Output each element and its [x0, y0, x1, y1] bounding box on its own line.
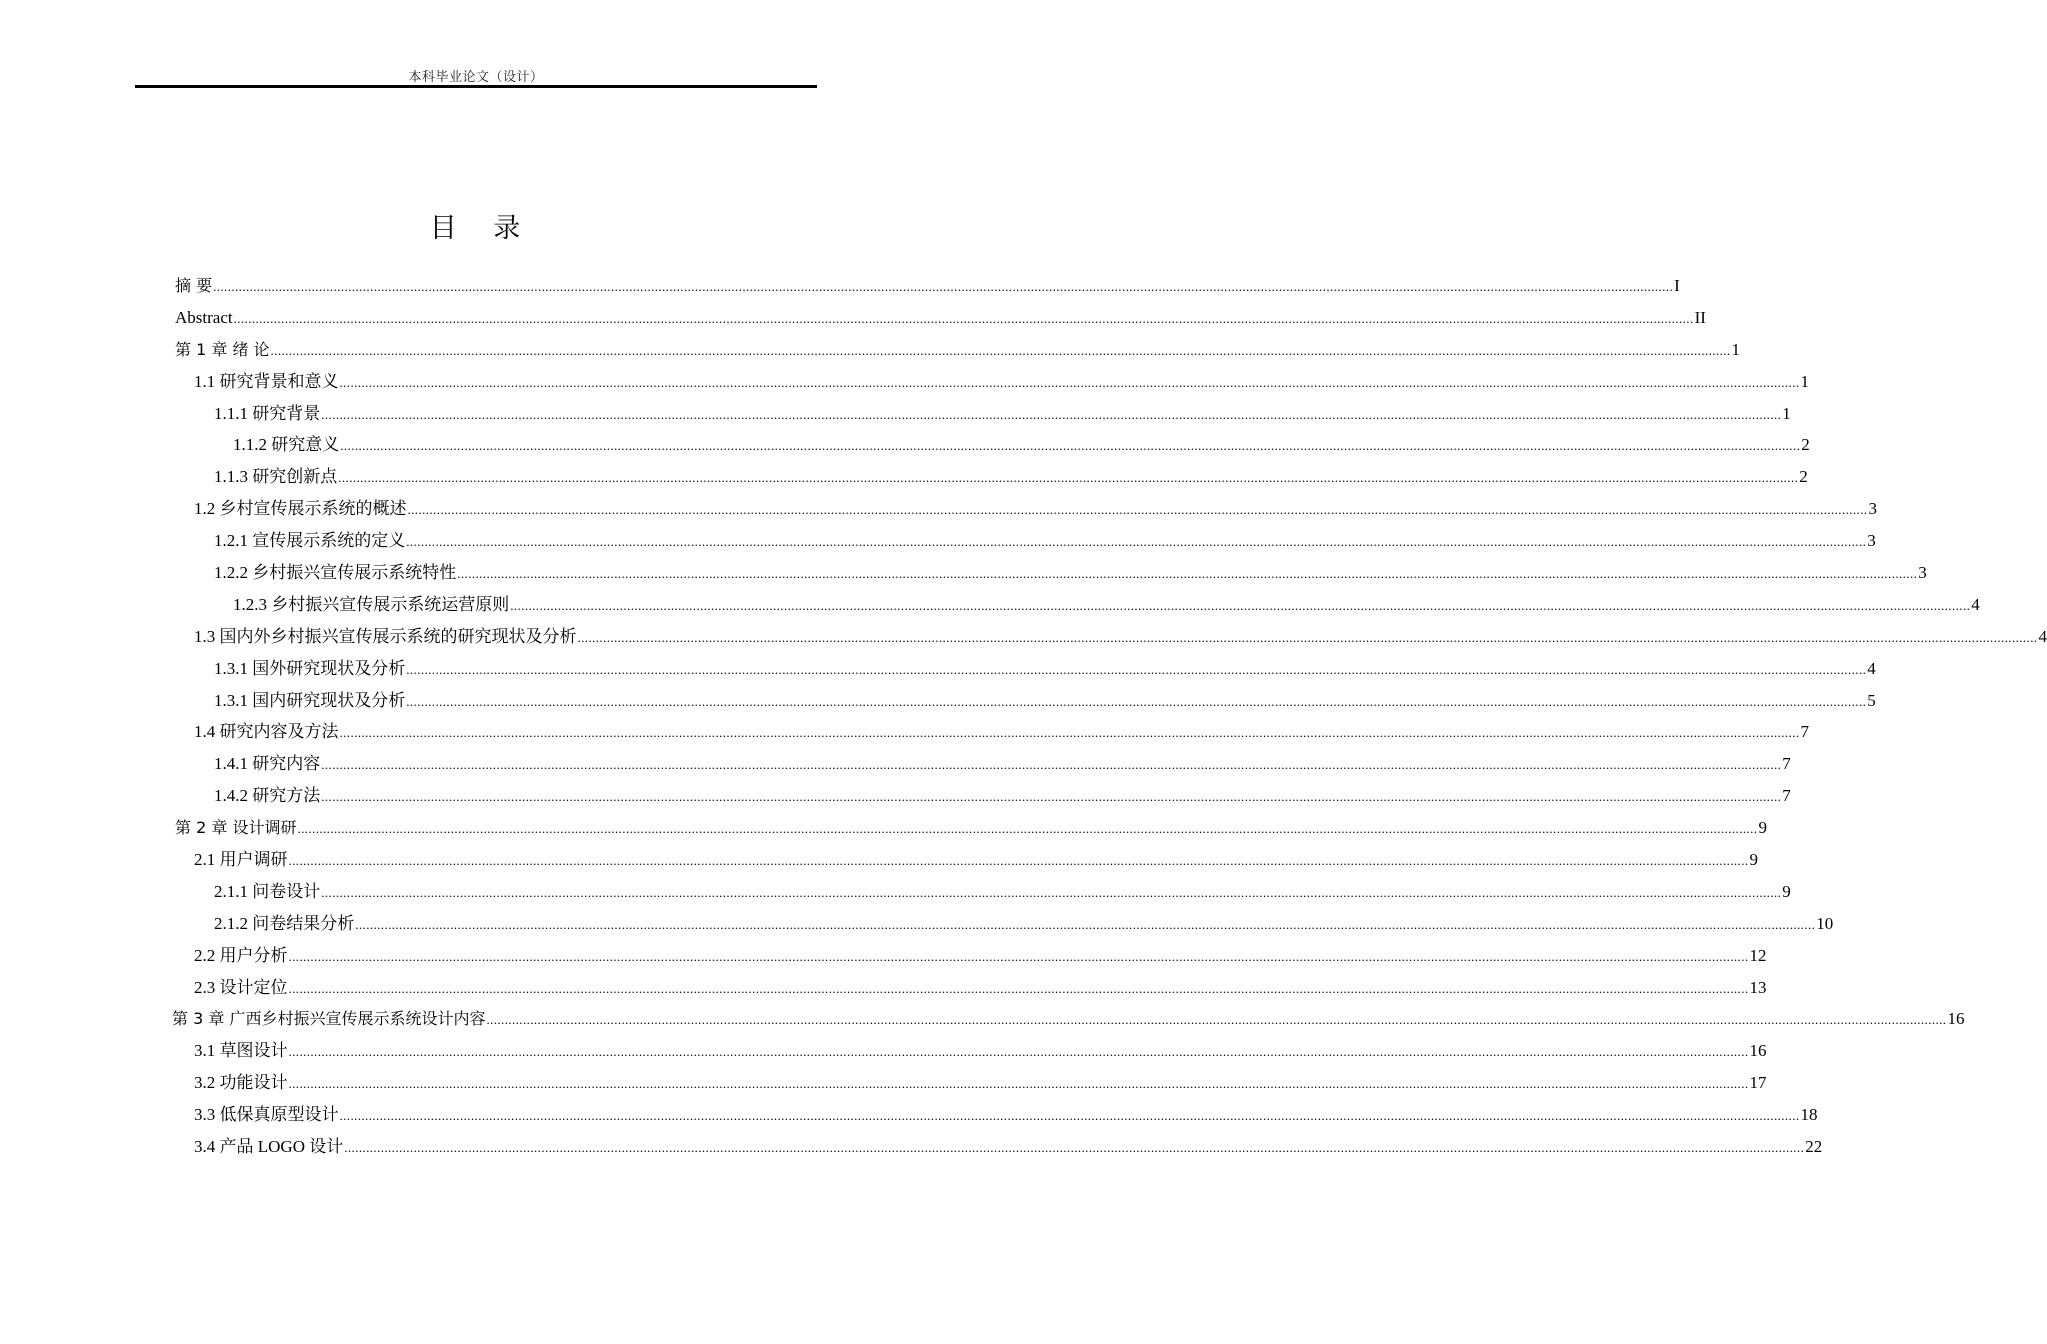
toc-entry[interactable]	[0, 270, 1680, 302]
toc-entry[interactable]	[0, 302, 1706, 334]
toc-entry-page: 1	[1731, 339, 1741, 359]
toc-entry-label: 1.4 研究内容及方法	[194, 722, 339, 742]
toc-entry[interactable]	[0, 398, 1791, 430]
toc-entry[interactable]	[0, 461, 1808, 493]
toc-entry-page: 4	[1971, 594, 1980, 614]
toc-leader-dots: ................................................................................................................................................................................................................................................................................................................................................................................................................	[288, 1044, 1749, 1060]
toc-entry-page: 4	[2038, 626, 2047, 646]
toc-entry-label: 第 1 章 绪 论	[175, 339, 270, 359]
toc-entry-label: 2.2 用户分析	[194, 945, 288, 965]
toc-leader-dots: ................................................................................................................................................................................................................................................................................................................................................................................................................	[233, 310, 1694, 326]
toc-entry[interactable]	[0, 525, 1876, 557]
toc-entry-page: 10	[1816, 913, 1834, 933]
toc-leader-dots: ................................................................................................................................................................................................................................................................................................................................................................................................................	[344, 1140, 1805, 1156]
toc-entry-label: 3.3 低保真原型设计	[194, 1105, 339, 1125]
toc-entry-label: 1.2.2 乡村振兴宣传展示系统特性	[214, 563, 457, 583]
toc-leader-dots: ................................................................................................................................................................................................................................................................................................................................................................................................................	[486, 1012, 1947, 1028]
toc-entry-page: 1	[1800, 371, 1809, 391]
toc-entry-page: 2	[1799, 467, 1808, 487]
toc-entry[interactable]	[0, 589, 1980, 621]
toc-leader-dots: ................................................................................................................................................................................................................................................................................................................................................................................................................	[339, 374, 1800, 390]
toc-leader-dots: ................................................................................................................................................................................................................................................................................................................................................................................................................	[406, 534, 1867, 550]
toc-entry-page: 9	[1749, 850, 1758, 870]
toc-title: 目 录	[429, 213, 535, 244]
toc-entry-page: 16	[1749, 1041, 1767, 1061]
toc-entry-label: 摘 要	[175, 276, 213, 295]
toc-entry-page: 3	[1868, 499, 1877, 519]
toc-entry-label: 2.1.1 问卷设计	[214, 881, 321, 901]
toc-leader-dots: ................................................................................................................................................................................................................................................................................................................................................................................................................	[297, 821, 1758, 837]
toc-entry[interactable]	[0, 844, 1758, 876]
toc-entry-label: 1.4.2 研究方法	[214, 786, 321, 806]
toc-entry-label: 1.1.3 研究创新点	[214, 467, 338, 487]
toc-entry[interactable]	[0, 1003, 1965, 1035]
toc-leader-dots: ................................................................................................................................................................................................................................................................................................................................................................................................................	[510, 597, 1971, 613]
toc-entry[interactable]	[0, 653, 1876, 685]
toc-entry[interactable]	[0, 429, 1810, 461]
toc-leader-dots: ................................................................................................................................................................................................................................................................................................................................................................................................................	[457, 566, 1918, 582]
toc-entry-page: 7	[1782, 754, 1791, 774]
toc-leader-dots: ................................................................................................................................................................................................................................................................................................................................................................................................................	[577, 629, 2038, 645]
toc-leader-dots: ................................................................................................................................................................................................................................................................................................................................................................................................................	[339, 1108, 1800, 1124]
toc-leader-dots: ................................................................................................................................................................................................................................................................................................................................................................................................................	[213, 279, 1674, 294]
toc-leader-dots: ................................................................................................................................................................................................................................................................................................................................................................................................................	[339, 725, 1800, 741]
toc-entry[interactable]	[0, 493, 1877, 525]
toc-entry-page: 13	[1749, 977, 1767, 997]
toc-leader-dots: ................................................................................................................................................................................................................................................................................................................................................................................................................	[321, 789, 1782, 805]
toc-entry-page: 22	[1805, 1137, 1823, 1157]
toc-entry-label: 1.1.2 研究意义	[233, 435, 340, 455]
toc-entry[interactable]	[0, 748, 1791, 780]
toc-entry-page: II	[1694, 307, 1706, 327]
header-rule	[135, 85, 817, 88]
toc-entry-label: 1.2.1 宣传展示系统的定义	[214, 531, 406, 551]
toc-entry-page: 16	[1947, 1009, 1965, 1029]
toc-entry-label: 第 3 章 广西乡村振兴宣传展示系统设计内容	[172, 1009, 486, 1029]
toc-entry-label: 1.1 研究背景和意义	[194, 371, 339, 391]
toc-entry[interactable]	[0, 685, 1876, 717]
toc-leader-dots: ................................................................................................................................................................................................................................................................................................................................................................................................................	[321, 884, 1782, 900]
toc-entry-label: 1.3.1 国内研究现状及分析	[214, 690, 406, 710]
toc-entry-label: 1.3.1 国外研究现状及分析	[214, 658, 406, 678]
toc-entry[interactable]	[0, 972, 1767, 1004]
toc-leader-dots: ................................................................................................................................................................................................................................................................................................................................................................................................................	[270, 342, 1731, 358]
toc-entry-page: 4	[1867, 658, 1876, 678]
toc-entry-page: 3	[1918, 563, 1927, 583]
toc-leader-dots: ................................................................................................................................................................................................................................................................................................................................................................................................................	[288, 1076, 1749, 1092]
toc-leader-dots: ................................................................................................................................................................................................................................................................................................................................................................................................................	[340, 438, 1801, 454]
toc-entry-label: 3.1 草图设计	[194, 1041, 288, 1061]
toc-leader-dots: ................................................................................................................................................................................................................................................................................................................................................................................................................	[406, 693, 1867, 709]
toc-entry-label: Abstract	[175, 307, 233, 327]
toc-leader-dots: ................................................................................................................................................................................................................................................................................................................................................................................................................	[407, 502, 1868, 518]
toc-leader-dots: ................................................................................................................................................................................................................................................................................................................................................................................................................	[288, 853, 1749, 869]
toc-entry[interactable]	[0, 1035, 1767, 1067]
toc-entry-label: 1.2 乡村宣传展示系统的概述	[194, 499, 407, 519]
toc-leader-dots: ................................................................................................................................................................................................................................................................................................................................................................................................................	[338, 470, 1799, 486]
toc-leader-dots: ................................................................................................................................................................................................................................................................................................................................................................................................................	[321, 757, 1782, 773]
toc-list	[0, 270, 2047, 1163]
toc-entry-label: 1.3 国内外乡村振兴宣传展示系统的研究现状及分析	[194, 626, 577, 646]
toc-entry[interactable]	[0, 366, 1809, 398]
toc-entry[interactable]	[0, 812, 1767, 844]
toc-entry[interactable]	[0, 780, 1791, 812]
toc-entry-label: 2.3 设计定位	[194, 977, 288, 997]
toc-entry[interactable]	[0, 334, 1741, 366]
toc-entry-label: 3.4 产品 LOGO 设计	[194, 1137, 344, 1157]
toc-entry[interactable]	[0, 908, 1834, 940]
toc-entry-page: I	[1674, 276, 1680, 295]
toc-entry[interactable]	[0, 1067, 1767, 1099]
toc-entry[interactable]	[0, 1131, 1823, 1163]
toc-entry-label: 第 2 章 设计调研	[175, 818, 297, 838]
toc-entry-label: 1.1.1 研究背景	[214, 403, 321, 423]
toc-entry-page: 2	[1801, 435, 1810, 455]
running-header: 本科毕业论文（设计）	[408, 69, 544, 84]
toc-leader-dots: ................................................................................................................................................................................................................................................................................................................................................................................................................	[355, 916, 1816, 932]
toc-entry-page: 5	[1867, 690, 1876, 710]
toc-leader-dots: ................................................................................................................................................................................................................................................................................................................................................................................................................	[406, 661, 1867, 677]
toc-entry-page: 7	[1782, 786, 1791, 806]
toc-entry-label: 1.4.1 研究内容	[214, 754, 321, 774]
toc-entry-page: 12	[1749, 945, 1767, 965]
toc-entry-label: 3.2 功能设计	[194, 1073, 288, 1093]
toc-entry-label: 1.2.3 乡村振兴宣传展示系统运营原则	[233, 594, 510, 614]
toc-entry-page: 7	[1800, 722, 1809, 742]
toc-entry[interactable]	[0, 557, 1927, 589]
toc-entry-label: 2.1.2 问卷结果分析	[214, 913, 355, 933]
toc-leader-dots: ................................................................................................................................................................................................................................................................................................................................................................................................................	[288, 980, 1749, 996]
toc-entry[interactable]	[0, 876, 1791, 908]
toc-entry[interactable]	[0, 940, 1767, 972]
toc-entry-page: 18	[1800, 1105, 1818, 1125]
toc-entry[interactable]	[0, 1099, 1818, 1131]
toc-entry[interactable]	[0, 716, 1809, 748]
toc-entry-page: 3	[1867, 531, 1876, 551]
toc-entry-page: 9	[1782, 881, 1791, 901]
toc-entry-page: 9	[1758, 818, 1767, 838]
toc-leader-dots: ................................................................................................................................................................................................................................................................................................................................................................................................................	[288, 948, 1749, 964]
toc-entry-page: 17	[1749, 1073, 1767, 1093]
toc-entry[interactable]	[0, 621, 2047, 653]
toc-leader-dots: ................................................................................................................................................................................................................................................................................................................................................................................................................	[321, 406, 1782, 422]
toc-entry-page: 1	[1782, 403, 1791, 423]
toc-entry-label: 2.1 用户调研	[194, 850, 288, 870]
